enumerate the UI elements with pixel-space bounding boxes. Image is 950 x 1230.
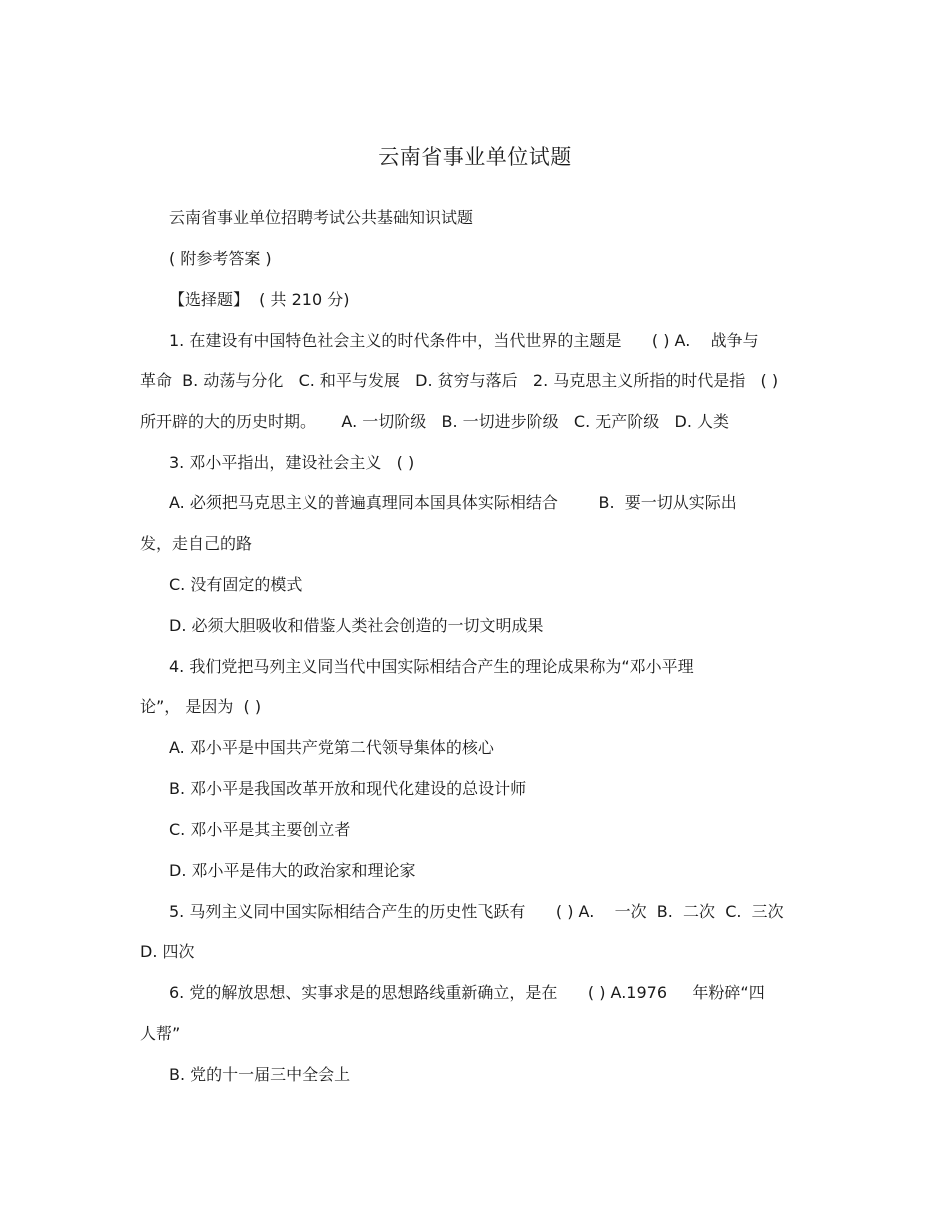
question-6-line-2: 人帮”	[140, 1024, 181, 1043]
question-4-option-c: C. 邓小平是其主要创立者	[169, 820, 351, 839]
question-6-option-b: B. 党的十一届三中全会上	[169, 1065, 351, 1084]
question-1-line-2: 革命 B. 动荡与分化 C. 和平与发展 D. 贫穷与落后 2. 马克思主义所指的时代是指 ( )	[140, 371, 779, 390]
question-3-option-b-cont: 发，走自己的路	[140, 534, 253, 553]
question-5-line-2: D. 四次	[140, 942, 195, 961]
question-4-option-b: B. 邓小平是我国改革开放和现代化建设的总设计师	[169, 779, 527, 798]
question-3: 3. 邓小平指出，建设社会主义 ( )	[169, 453, 415, 472]
question-3-option-a: A. 必须把马克思主义的普遍真理同本国具体实际相结合 B. 要一切从实际出	[169, 493, 737, 512]
subtitle: 云南省事业单位招聘考试公共基础知识试题	[169, 208, 474, 227]
question-1-line-1: 1. 在建设有中国特色社会主义的时代条件中，当代世界的主题是 ( ) A. 战争与	[169, 331, 759, 350]
question-3-option-d: D. 必须大胆吸收和借鉴人类社会创造的一切文明成果	[169, 616, 544, 635]
question-6-line-1: 6. 党的解放思想、实事求是的思想路线重新确立，是在 ( ) A.1976 年粉碎“四	[169, 983, 765, 1002]
question-2-line-2: 所开辟的大的历史时期。 A. 一切阶级 B. 一切进步阶级 C. 无产阶级 D. 人类	[140, 412, 730, 431]
question-3-option-c: C. 没有固定的模式	[169, 575, 303, 594]
question-4-line-1: 4. 我们党把马列主义同当代中国实际相结合产生的理论成果称为“邓小平理	[169, 657, 694, 676]
question-5-line-1: 5. 马列主义同中国实际相结合产生的历史性飞跃有 ( ) A. 一次 B. 二次 C. 三次	[169, 902, 784, 921]
subtitle-note: ( 附参考答案 )	[169, 249, 272, 268]
document-title: 云南省事业单位试题	[378, 145, 572, 169]
question-4-option-d: D. 邓小平是伟大的政治家和理论家	[169, 861, 416, 880]
question-4-line-2: 论”， 是因为 ( )	[140, 697, 262, 716]
section-heading: 【选择题】 ( 共 210 分)	[169, 290, 350, 309]
question-4-option-a: A. 邓小平是中国共产党第二代领导集体的核心	[169, 738, 494, 757]
